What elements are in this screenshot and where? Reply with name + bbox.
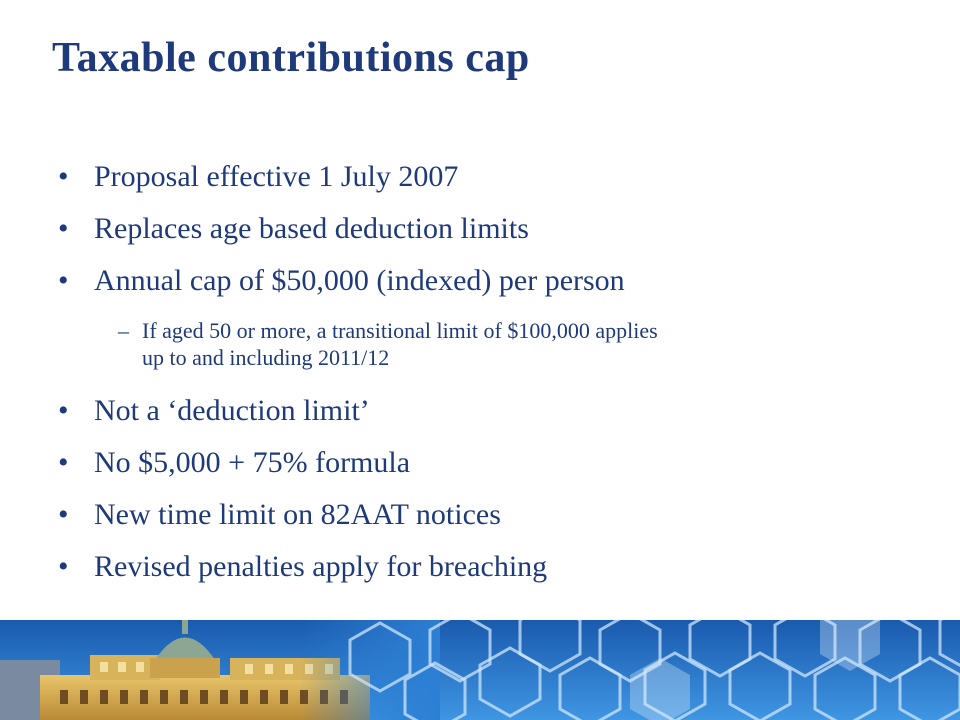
bullet-symbol: • <box>58 498 69 531</box>
slide-title: Taxable contributions cap <box>52 35 530 81</box>
sub-bullet-symbol: – <box>118 318 129 343</box>
bullet-symbol: • <box>58 212 69 245</box>
bullet-text: No $5,000 + 75% formula <box>94 446 411 479</box>
bullet-text: Annual cap of $50,000 (indexed) per person <box>94 264 625 297</box>
bullet-symbol: • <box>58 160 69 193</box>
bullet-symbol: • <box>58 394 69 427</box>
bullet-text: Not a ‘deduction limit’ <box>94 394 370 427</box>
sub-bullet-line-2: up to and including 2011/12 <box>142 345 390 370</box>
bullet-text: Replaces age based deduction limits <box>94 212 529 245</box>
bullet-text: New time limit on 82AAT notices <box>94 498 501 531</box>
bullet-text: Revised penalties apply for breaching <box>94 550 548 583</box>
building-and-hexagon-banner-icon <box>0 620 960 720</box>
bullet-symbol: • <box>58 446 69 479</box>
footer-banner <box>0 620 960 720</box>
sub-bullet-line-1: If aged 50 or more, a transitional limit of $100,000 applies <box>142 318 658 343</box>
bullet-text: Proposal effective 1 July 2007 <box>94 160 459 193</box>
bullet-symbol: • <box>58 264 69 297</box>
bullet-symbol: • <box>58 550 69 583</box>
